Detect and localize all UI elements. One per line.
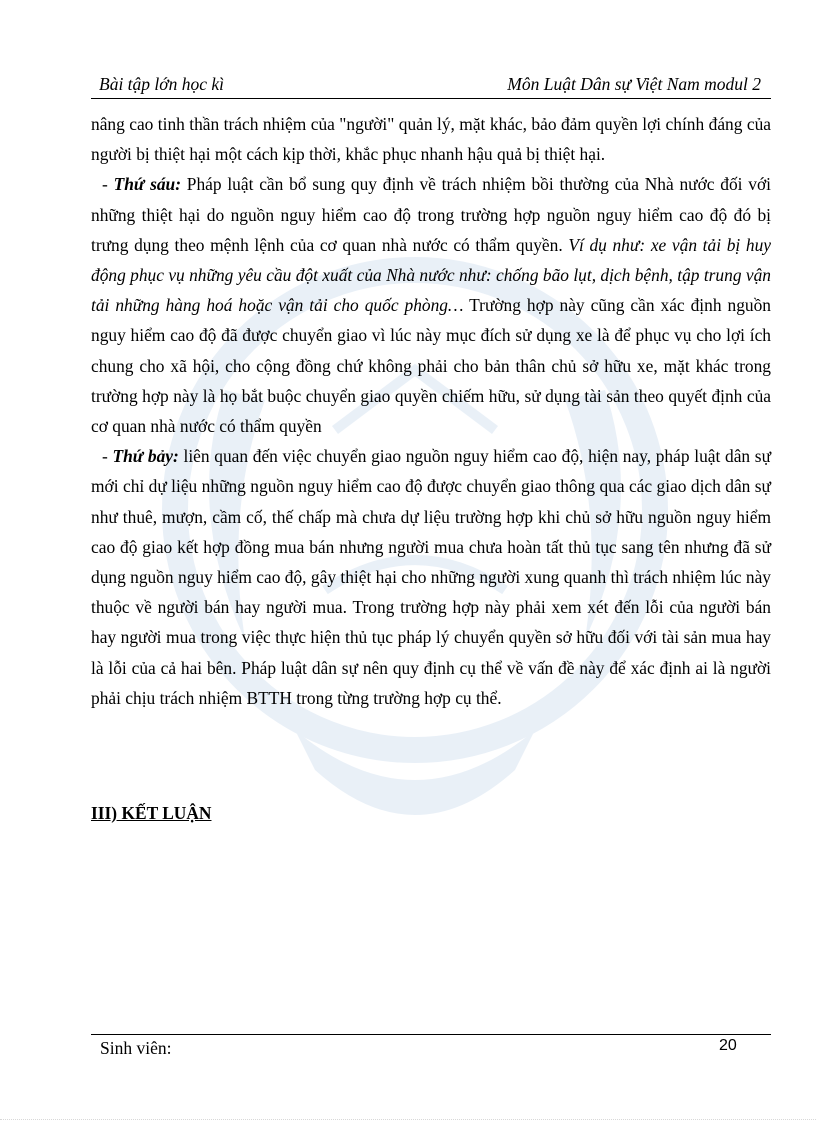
page-body xyxy=(91,109,771,713)
lead-thu-bay: Thứ bảy: xyxy=(112,446,179,467)
paragraph-1: nâng cao tinh thần trách nhiệm của "người" quản lý, mặt khác, bảo đảm quyền lợi chính đáng của người bị thiệt hại một cách kịp thời, khắc phục nhanh hậu quả bị thiệt hại. xyxy=(91,114,771,165)
text-thu-bay: liên quan đến việc chuyển giao nguồn nguy hiểm cao độ, hiện nay, pháp luật dân sự mới chỉ dự liệu những nguồn nguy hiểm cao độ được chuyển giao thông qua các giao dịch dân sự như thuê, mượn, cầm cố, thế chấp mà chưa dự liệu trường hợp khi chủ sở hữu nguồn nguy hiểm cao độ giao kết hợp đồng mua bán nhưng người mua chưa hoàn tất thủ tục sang tên nhưng đã sử dụng nguồn nguy hiểm cao độ, gây thiệt hại cho những người xung quanh thì trách nhiệm lúc này thuộc về người bán hay người mua. Trong trường hợp này phải xem xét đến lỗi của người bán hay người mua trong việc thực hiện thủ tục pháp lý chuyển quyền sở hữu đối với tài sản mua hay là lỗi của cả hai bên. Pháp luật dân sự nên quy định cụ thể về vấn đề này để xác định ai là người phải chịu trách nhiệm BTTH trong từng trường hợp cụ thể. xyxy=(91,446,771,708)
paragraph-thu-sau xyxy=(91,169,771,441)
footer-divider xyxy=(91,1034,771,1035)
example-thu-sau: Ví dụ như: xe vận tải bị huy động phục vụ những yêu cầu đột xuất của Nhà nước như: chống bão lụt, dịch bệnh, tập trung vận tải những hàng hoá hoặc vận tải cho quốc phòng… xyxy=(91,234,771,316)
dash: - xyxy=(102,174,114,195)
footer-student-label: Sinh viên: xyxy=(100,1038,172,1058)
header-subject-title: Môn Luật Dân sự Việt Nam modul 2 xyxy=(507,74,761,94)
page-edge xyxy=(0,1119,816,1120)
header-course-title: Bài tập lớn học kì xyxy=(99,74,225,94)
page-number: 20 xyxy=(719,1037,737,1054)
header-divider xyxy=(91,98,771,99)
lead-thu-sau: Thứ sáu: xyxy=(113,174,181,195)
page-header xyxy=(91,74,771,98)
text-thu-sau: Pháp luật cần bổ sung quy định về trách nhiệm bồi thường của Nhà nước đối với những thiệt hại do nguồn nguy hiểm cao độ trong trường hợp nguồn nguy hiểm cao độ đó bị trưng dụng theo mệnh lệnh của cơ quan nhà nước có thẩm quyền. xyxy=(91,174,771,255)
tail-thu-sau: Trường hợp này cũng cần xác định nguồn nguy hiểm cao độ đã được chuyển giao vì lúc này mục đích sử dụng xe là để phục vụ cho lợi ích chung cho xã hội, cho cộng đồng chứ không phải cho bản thân chủ sở hữu xe, mặt khác trong trường hợp này là họ bắt buộc chuyển giao quyền chiếm hữu, sử dụng tài sản theo quyết định của cơ quan nhà nước có thẩm quyền xyxy=(91,295,771,437)
section-heading-conclusion: III) KẾT LUẬN xyxy=(91,803,212,823)
paragraph-thu-bay xyxy=(91,441,771,713)
dash: - xyxy=(102,446,113,467)
